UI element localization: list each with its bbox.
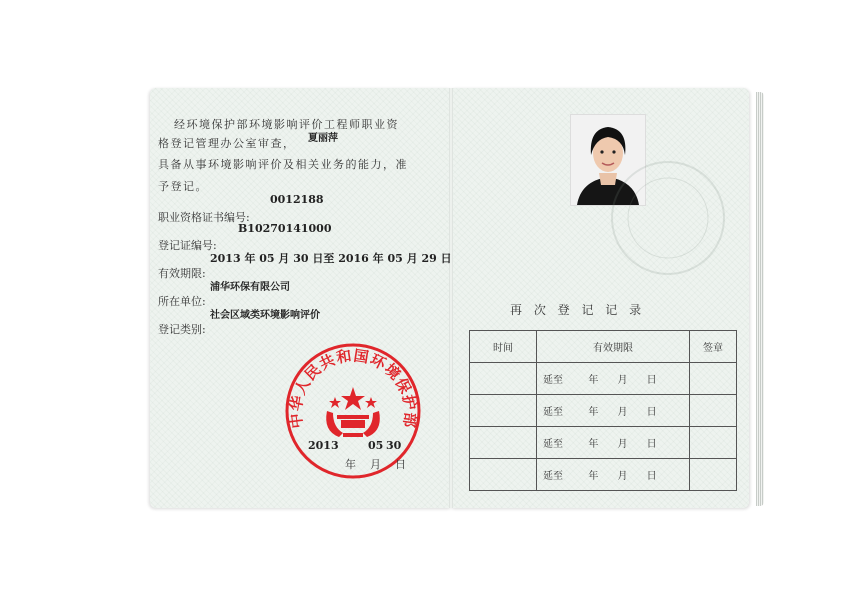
intro-line-3: 具备从事环境影响评价及相关业务的能力，准: [158, 158, 408, 171]
reg-number-value: B10270141000: [238, 222, 332, 235]
seal-ring-text: 中华人民共和国环境保护部: [286, 346, 420, 430]
reg-number-label: 登记证编号:: [158, 239, 217, 252]
page-edges: [756, 92, 764, 506]
intro-line-4: 予登记。: [158, 180, 208, 193]
certificate-booklet: [150, 88, 756, 508]
row-validity: 延至 年 月 日: [537, 459, 690, 491]
intro-line-2: 格登记管理办公室审查，: [158, 137, 296, 150]
row-seal: [690, 427, 737, 459]
table-row: [470, 395, 737, 427]
row-time: [470, 363, 537, 395]
row-validity: 延至 年 月 日: [537, 427, 690, 459]
booklet-spine: [449, 88, 453, 508]
header-validity: 有效期限: [537, 331, 690, 363]
table-row: [470, 459, 737, 491]
category-value: 社会区域类环境影响评价: [210, 310, 320, 321]
row-seal: [690, 459, 737, 491]
row-seal: [690, 363, 737, 395]
table-row: [470, 363, 737, 395]
national-emblem-icon: [326, 387, 380, 437]
row-seal: [690, 395, 737, 427]
cert-number-value: 0012188: [270, 193, 324, 206]
issue-month: 05: [368, 439, 384, 452]
row-validity: 延至 年 月 日: [537, 363, 690, 395]
issue-day: 30: [386, 439, 402, 452]
issue-date-labels: 年 月 日: [345, 458, 406, 471]
row-time: [470, 395, 537, 427]
reregistration-table: [469, 330, 737, 491]
validity-label: 有效期限:: [158, 267, 206, 280]
employer-label: 所在单位:: [158, 295, 206, 308]
reregistration-title: 再 次 登 记 记 录: [510, 303, 646, 317]
table-row: [470, 427, 737, 459]
row-validity: 延至 年 月 日: [537, 395, 690, 427]
employer-value: 浦华环保有限公司: [210, 282, 290, 293]
faint-embossed-seal: [608, 158, 728, 278]
row-time: [470, 427, 537, 459]
row-time: [470, 459, 537, 491]
intro-line-1: 经环境保护部环境影响评价工程师职业资: [174, 118, 399, 131]
validity-value: 2013 年 05 月 30 日至 2016 年 05 月 29 日: [210, 252, 452, 265]
category-label: 登记类别:: [158, 323, 206, 336]
header-time: 时间: [470, 331, 537, 363]
issue-year: 2013: [308, 439, 339, 452]
header-seal: 签章: [690, 331, 737, 363]
cert-number-label: 职业资格证书编号:: [158, 211, 250, 224]
holder-name: 夏丽萍: [308, 133, 338, 144]
